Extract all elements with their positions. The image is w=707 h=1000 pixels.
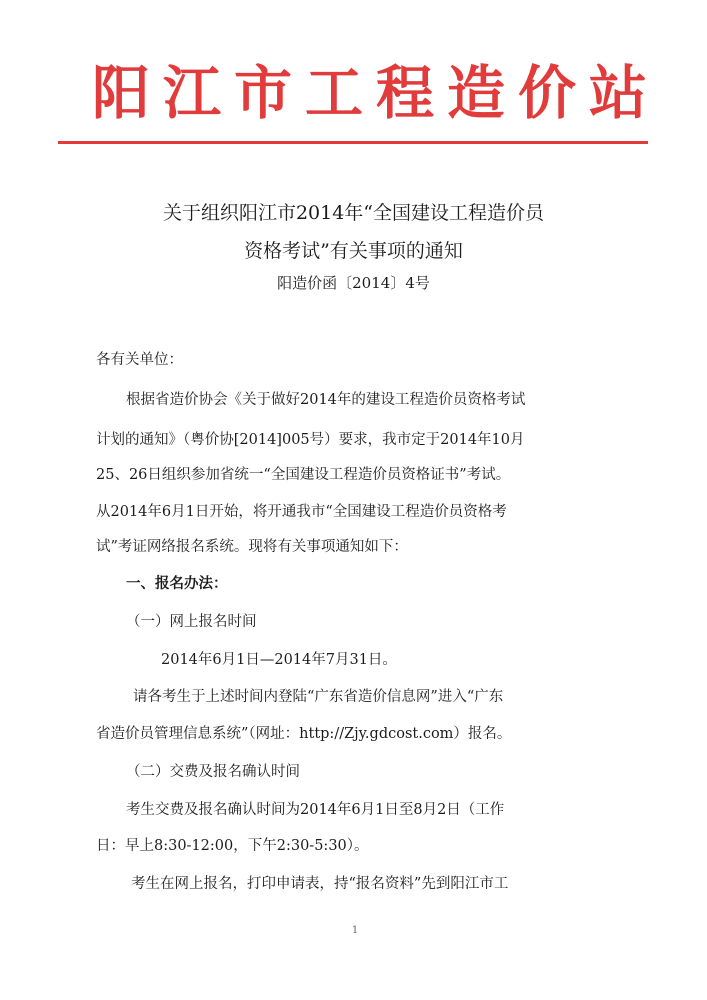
body-line: 日：早上8:30-12:00，下午2:30-5:30）。 [96,838,369,854]
body-line: 从2014年6月1日开始，将开通我市“全国建设工程造价员资格考 [96,504,507,520]
letterhead-red-rule [58,141,648,144]
body-line: 省造价员管理信息系统”（网址：http://Zjy.gdcost.com）报名。 [96,726,512,742]
body-line: 考生在网上报名，打印申请表，持“报名资料”先到阳江市工 [131,876,509,892]
notice-title-line-1: 关于组织阳江市2014年“全国建设工程造价员 [162,202,545,224]
body-line: 25、26日组织参加省统一“全国建设工程造价员资格证书”考试。 [96,467,511,483]
notice-title-line-2: 资格考试”有关事项的通知 [244,240,463,262]
body-line: 考生交费及报名确认时间为2014年6月1日至8月2日（工作 [126,802,505,818]
section-heading: 一、报名办法： [126,575,228,592]
letterhead-org-name: 阳江市工程造价站 [92,59,661,127]
page-number: 1 [351,925,359,936]
document-number: 阳造价函〔2014〕4号 [277,274,430,292]
body-line: 2014年6月1日—2014年7月31日。 [161,652,397,668]
subsection-heading: （二）交费及报名确认时间 [126,764,300,780]
body-line: 计划的通知》（粤价协[2014]005号）要求，我市定于2014年10月 [96,432,525,448]
subsection-heading: （一）网上报名时间 [126,614,257,630]
body-line: 根据省造价协会《关于做好2014年的建设工程造价员资格考试 [126,392,526,408]
body-line: 请各考生于上述时间内登陆“广东省造价信息网”进入“广东 [133,689,504,705]
salutation: 各有关单位： [96,352,183,368]
body-line: 试”考证网络报名系统。现将有关事项通知如下： [96,539,408,555]
